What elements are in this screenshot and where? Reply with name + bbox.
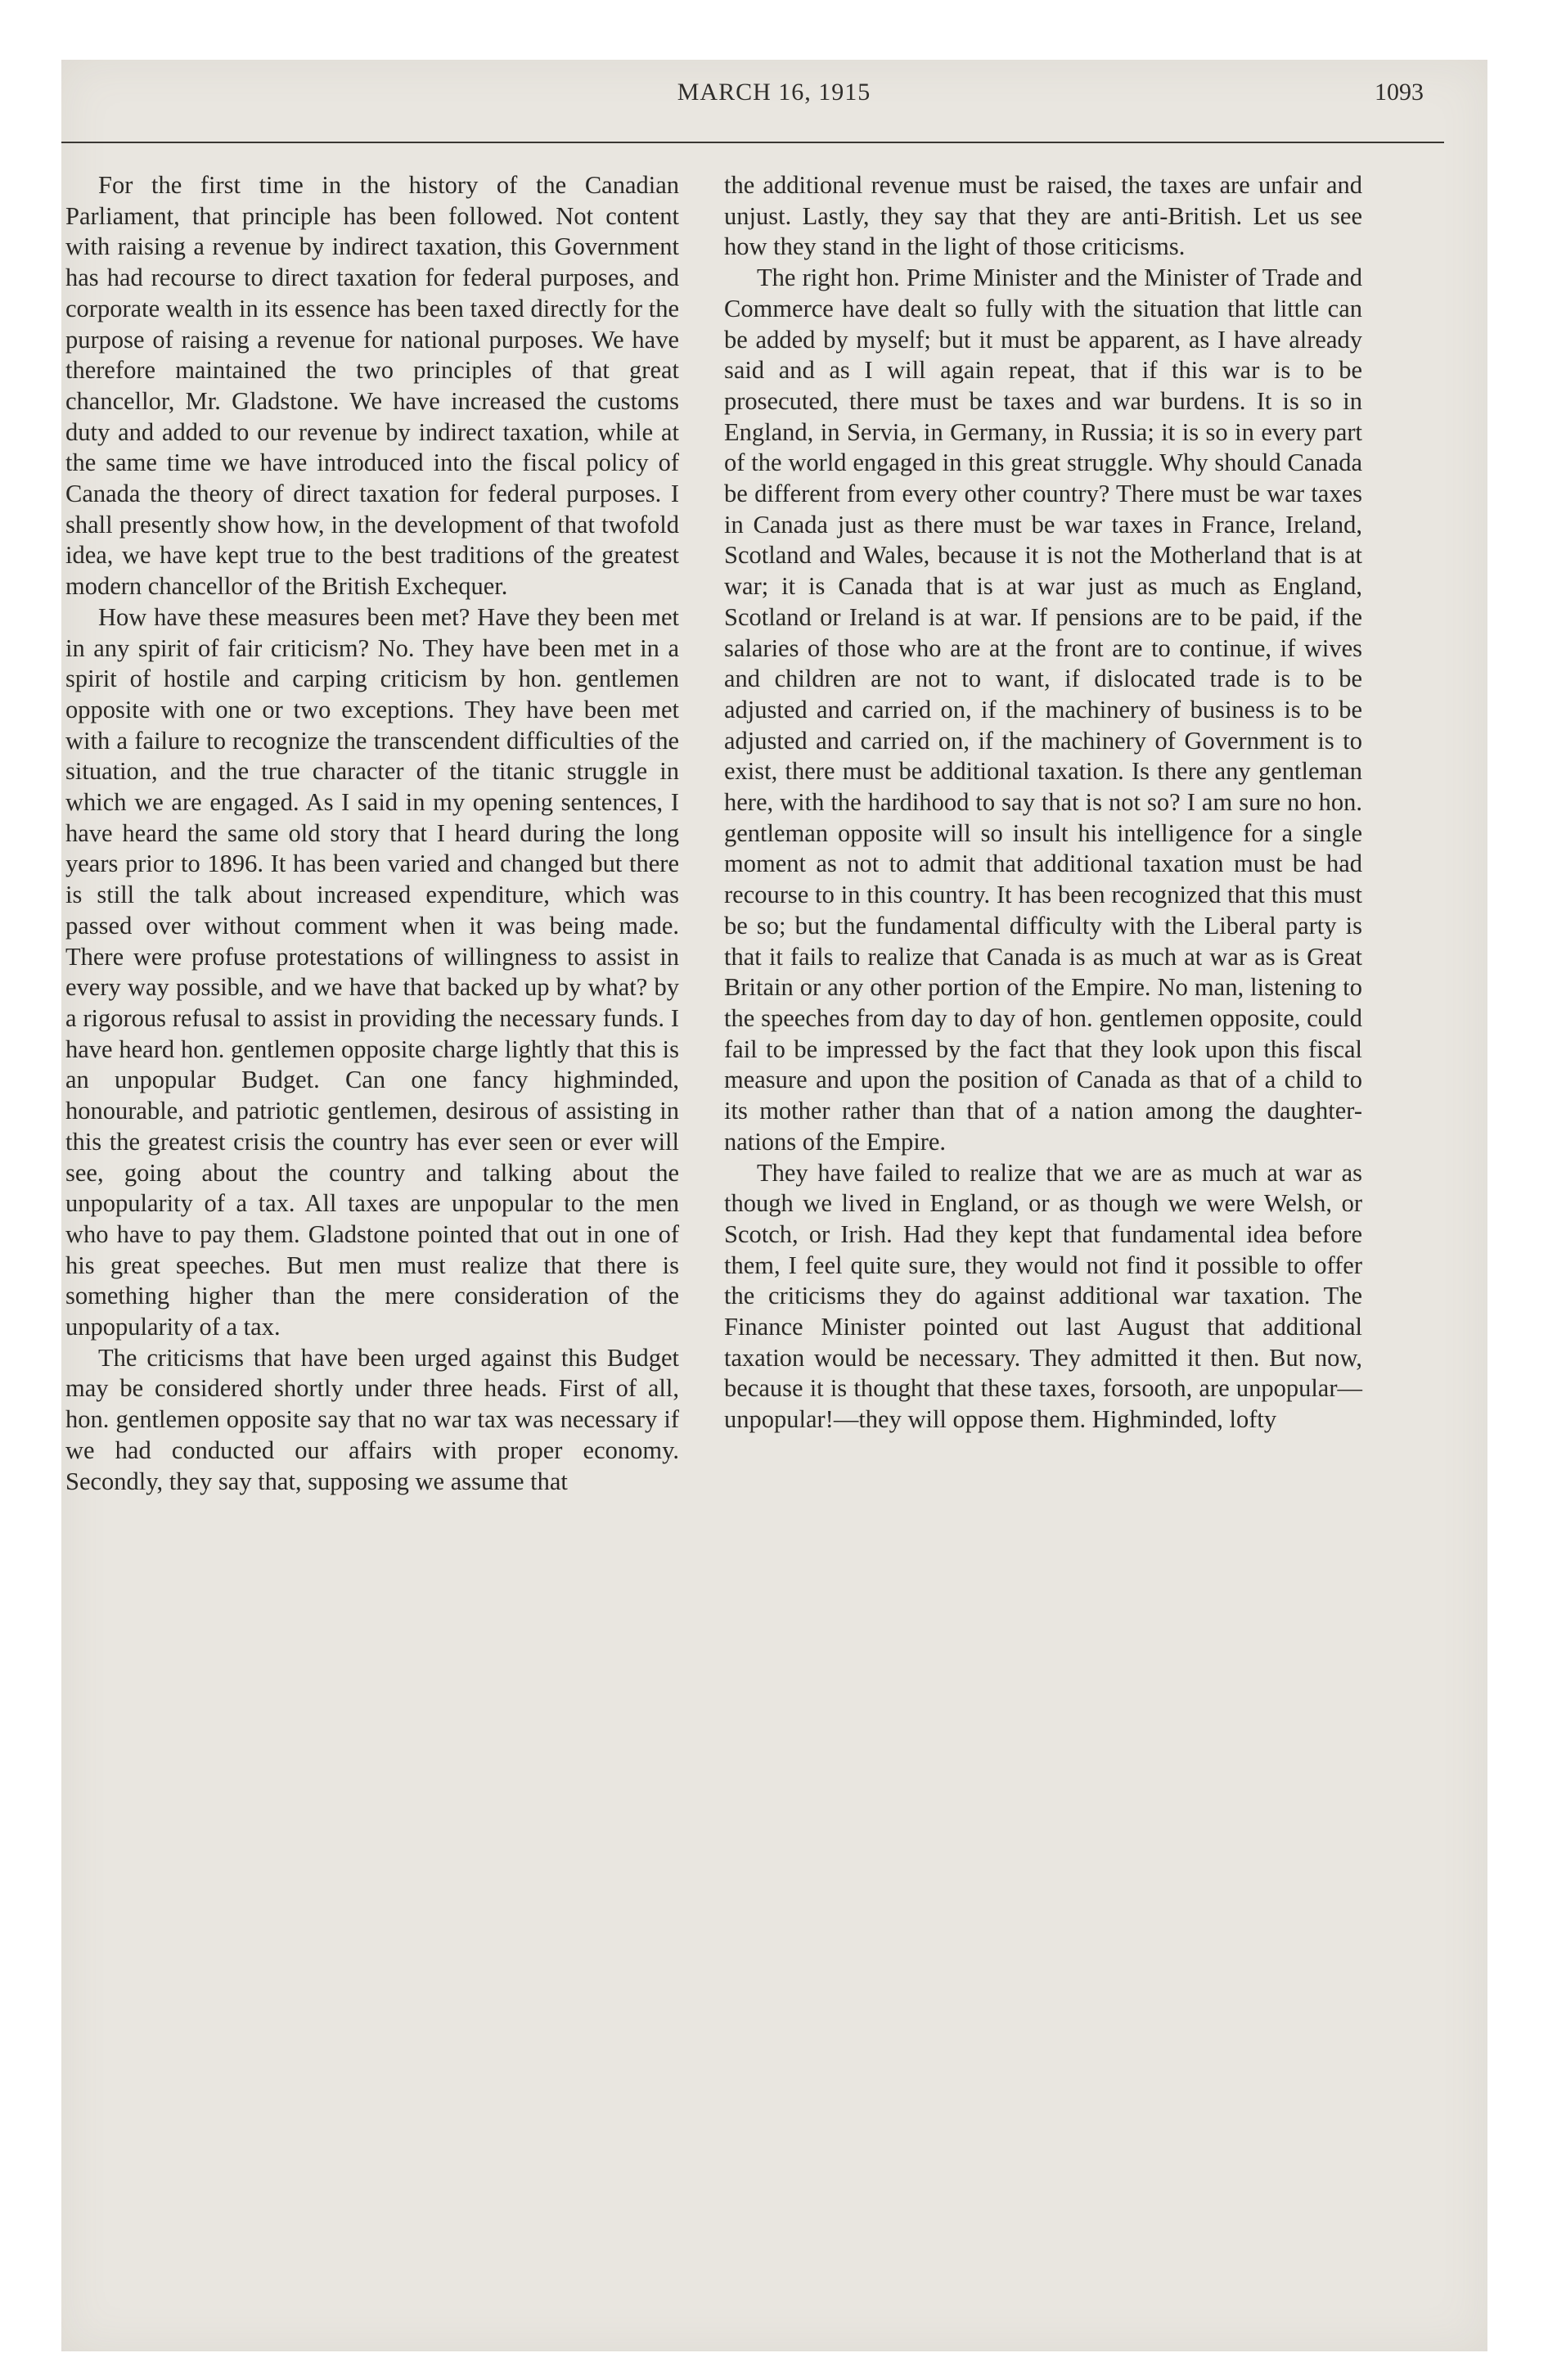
paragraph: For the first time in the history of the Canadian Parliament, that principle has been followed. Not content with raising a revenue by indirect taxation, this Government has had recourse to direct taxation for federal purposes, and corporate wealth in its essence has been taxed directly for the purpose of raising a revenue for national purposes. We have therefore maintained the two principles of that great chancellor, Mr. Gladstone. We have increased the customs duty and added to our revenue by indirect taxation, while at the same time we have introduced into the fiscal policy of Canada the theory of direct taxation for federal purposes. I shall presently show how, in the development of that twofold idea, we have kept true to the best traditions of the greatest modern chancellor of the British Exchequer. — [65, 171, 679, 601]
paragraph: The criticisms that have been urged against this Budget may be considered shortly under three heads. First of all, hon. gentlemen opposite say that no war tax was necessary if we had conducted our affairs with proper economy. Secondly, they say that, supposing we assume that — [65, 1343, 679, 1495]
header-date: MARCH 16, 1915 — [677, 79, 871, 106]
left-column — [65, 170, 679, 1497]
header-rule — [61, 142, 1444, 143]
page-number: 1093 — [1375, 79, 1424, 106]
paragraph: How have these measures been met? Have they been met in any spirit of fair criticism? No. They have been met in a spirit of hostile and carping criticism by hon. gentlemen opposite with one or two exceptions. They have been met with a failure to recognize the transcendent difficulties of the situation, and the true character of the titanic struggle in which we are engaged. As I said in my opening sentences, I have heard the same old story that I heard during the long years prior to 1896. It has been varied and changed but there is still the talk about increased expenditure, which was passed over without comment when it was being made. There were profuse protestations of willingness to assist in every way possible, and we have that backed up by what? by a rigorous refusal to assist in providing the necessary funds. I have heard hon. gentlemen opposite charge lightly that this is an unpopular Budget. Can one fancy highminded, honourable, and patriotic gentlemen, desirous of assisting in this the greatest crisis the country has ever seen or ever will see, going about the country and talking about the unpopularity of a tax. All taxes are unpopular to the men who have to pay them. Gladstone pointed that out in one of his great speeches. But men must realize that there is something higher than the mere consideration of the unpopularity of a tax. — [65, 602, 679, 1341]
paragraph: They have failed to realize that we are as much at war as though we lived in England, or as though we were Welsh, or Scotch, or Irish. Had they kept that fundamental idea before them, I feel quite sure, they would not find it possible to offer the criticisms they do against additional war taxation. The Finance Minister pointed out last August that additional taxation would be necessary. They admitted it then. But now, because it is thought that these taxes, forsooth, are unpopular—unpopular!—they will oppose them. Highminded, lofty — [724, 1158, 1362, 1434]
paragraph: The right hon. Prime Minister and the Minister of Trade and Commerce have dealt so fully with the situation that little can be added by myself; but it must be apparent, as I have already said and as I will again repeat, that if this war is to be prosecuted, there must be taxes and war burdens. It is so in England, in Servia, in Germany, in Russia; it is so in every part of the world engaged in this great struggle. Why should Canada be different from every other country? There must be war taxes in Canada just as there must be war taxes in France, Ireland, Scotland and Wales, because it is not the Motherland that is at war; it is Canada that is at war just as much as England, Scotland or Ireland is at war. If pensions are to be paid, if the salaries of those who are at the front are to continue, if wives and children are not to want, if dislocated trade is to be adjusted and carried on, if the machinery of business is to be adjusted and carried on, if the machinery of Government is to exist, there must be additional taxation. Is there any gentleman here, with the hardihood to say that is not so? I am sure no hon. gentleman opposite will so insult his intelligence for a single moment as not to admit that additional taxation must be had recourse to in this country. It has been recognized that this must be so; but the fundamental difficulty with the Liberal party is that it fails to realize that Canada is as much at war as is Great Britain or any other portion of the Empire. No man, listening to the speeches from day to day of hon. gentlemen opposite, could fail to be impressed by the fact that they look upon this fiscal measure and upon the position of Canada as that of a child to its mother rather than that of a nation among the daughter-nations of the Empire. — [724, 264, 1362, 1156]
right-column — [724, 170, 1362, 1436]
running-header — [0, 79, 1548, 119]
paragraph: the additional revenue must be raised, the taxes are unfair and unjust. Lastly, they say that they are anti-British. Let us see how they stand in the light of those criticisms. — [724, 171, 1362, 261]
